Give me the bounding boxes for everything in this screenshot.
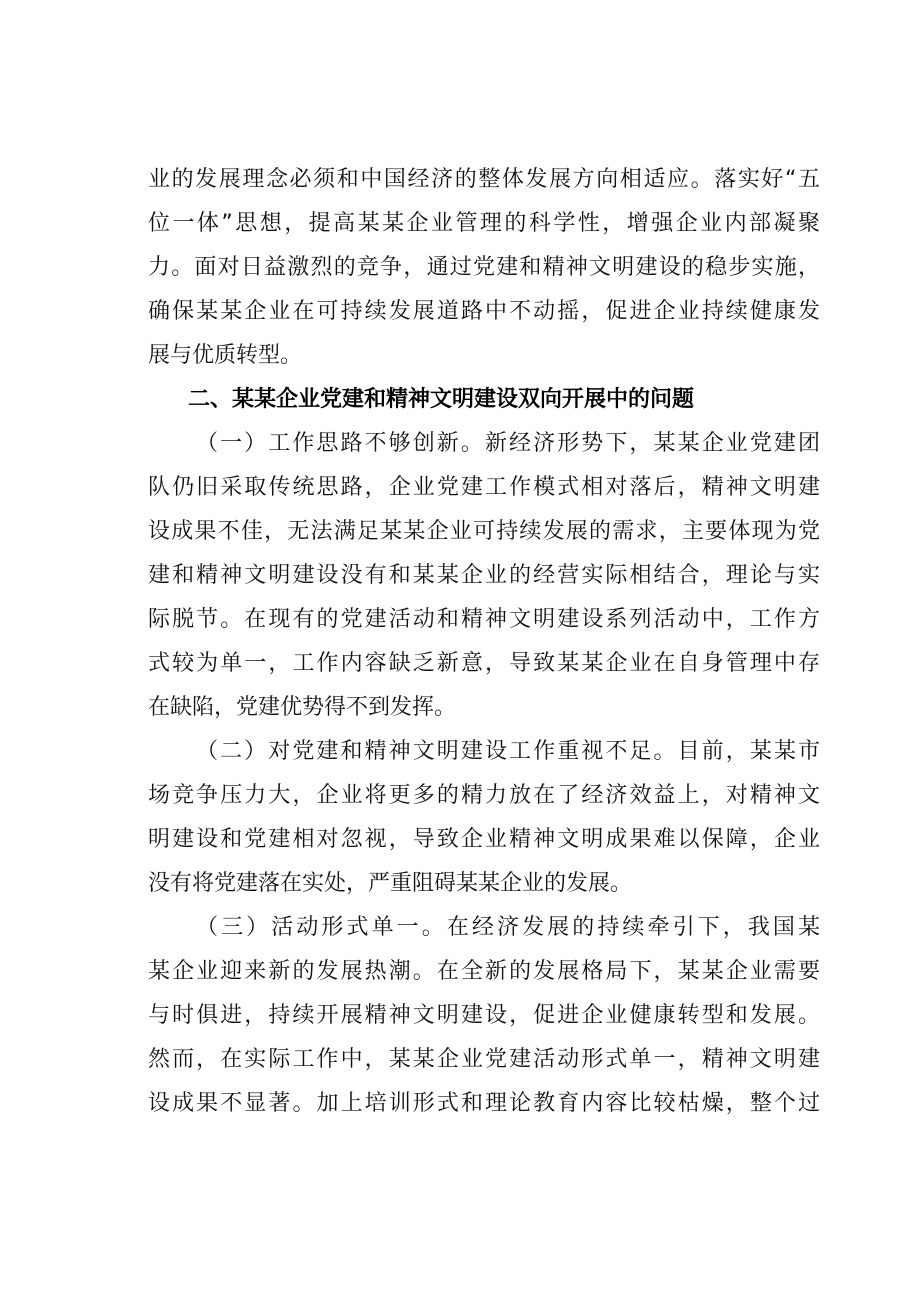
text-line: 展与优质转型。: [148, 343, 303, 368]
text-line: 在缺陷，党建优势得不到发挥。: [148, 695, 457, 720]
paragraph-issue-2: [148, 730, 820, 906]
text-line: 业的发展理念必须和中国经济的整体发展方向相适应。落实好“五: [148, 167, 820, 192]
section-heading: 二、某某企业党建和精神文明建设双向开展中的问题: [188, 387, 695, 412]
text-line: 与时俱进，持续开展精神文明建设，促进企业健康转型和发展。: [148, 1003, 820, 1028]
text-line: 没有将党建落在实处，严重阻碍某某企业的发展。: [148, 871, 633, 896]
paragraph-intro-continuation: [148, 158, 820, 378]
text-line: （二）对党建和精神文明建设工作重视不足。目前，某某市: [196, 739, 820, 764]
document-body: [148, 158, 820, 1126]
text-line: 设成果不显著。加上培训形式和理论教育内容比较枯燥，整个过: [148, 1091, 820, 1116]
paragraph-issue-1: [148, 422, 820, 730]
text-line: 力。面对日益激烈的竞争，通过党建和精神文明建设的稳步实施，: [148, 255, 820, 280]
text-line: （三）活动形式单一。在经济发展的持续牵引下，我国某: [196, 915, 820, 940]
text-line: 设成果不佳，无法满足某某企业可持续发展的需求，主要体现为党: [148, 519, 820, 544]
text-line: 际脱节。在现有的党建活动和精神文明建设系列活动中，工作方: [148, 607, 820, 632]
text-line: 队仍旧采取传统思路，企业党建工作模式相对落后，精神文明建: [148, 475, 820, 500]
text-line: 场竞争压力大，企业将更多的精力放在了经济效益上，对精神文: [148, 783, 820, 808]
paragraph-issue-3: [148, 906, 820, 1126]
text-line: 然而，在实际工作中，某某企业党建活动形式单一，精神文明建: [148, 1047, 820, 1072]
text-line: （一）工作思路不够创新。新经济形势下，某某企业党建团: [196, 431, 820, 456]
text-line: 建和精神文明建设没有和某某企业的经营实际相结合，理论与实: [148, 563, 820, 588]
text-line: 明建设和党建相对忽视，导致企业精神文明成果难以保障，企业: [148, 827, 820, 852]
text-line: 某企业迎来新的发展热潮。在全新的发展格局下，某某企业需要: [148, 959, 820, 984]
text-line: 式较为单一，工作内容缺乏新意，导致某某企业在自身管理中存: [148, 651, 820, 676]
text-line: 确保某某企业在可持续发展道路中不动摇，促进企业持续健康发: [148, 299, 820, 324]
text-line: 位一体”思想，提高某某企业管理的科学性，增强企业内部凝聚: [148, 211, 820, 236]
